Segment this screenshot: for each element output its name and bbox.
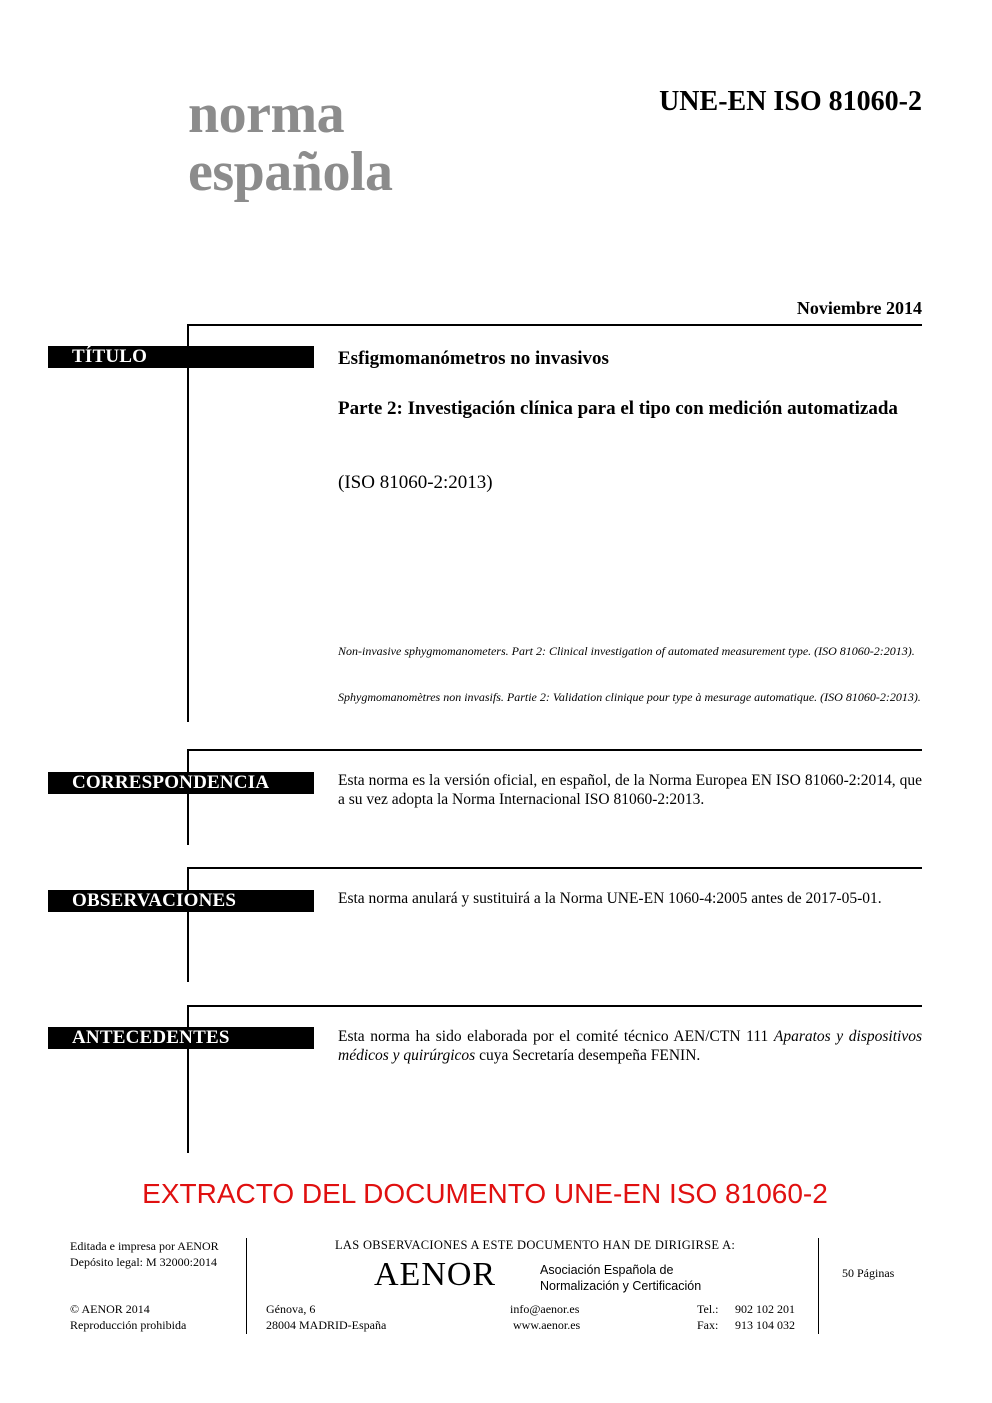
label-antecedentes: ANTECEDENTES [48, 1027, 314, 1049]
label-titulo: TÍTULO [48, 346, 314, 368]
standard-code: UNE-EN ISO 81060-2 [659, 86, 922, 117]
tel-label: Tel.: [697, 1302, 719, 1316]
label-correspondencia: CORRESPONDENCIA [48, 772, 314, 794]
translation-english: Non-invasive sphygmomanometers. Part 2: Clinical investigation of automated measurement type. (ISO 81060-2:2013). [338, 644, 915, 658]
observaciones-text: Esta norma anulará y sustituirá a la Norma UNE-EN 1060-4:2005 antes de 2017-05-01. [338, 890, 882, 907]
aenor-logo: AENOR [374, 1256, 497, 1293]
address-line-2: 28004 MADRID-España [266, 1318, 387, 1332]
contact-website[interactable]: www.aenor.es [513, 1318, 581, 1332]
section-rule-correspondencia [187, 749, 922, 751]
aenor-desc-line-2: Normalización y Certificación [540, 1279, 702, 1293]
footer-copyright: © AENOR 2014 [70, 1302, 150, 1316]
antecedentes-text [338, 1027, 922, 1065]
page-count: 50 Páginas [842, 1266, 895, 1280]
section-rule-observaciones [187, 867, 922, 869]
aenor-desc-line-1: Asociación Española de [540, 1263, 674, 1277]
section-vrule-titulo [187, 324, 189, 722]
tel-value: 902 102 201 [735, 1302, 795, 1316]
translation-french: Sphygmomanomètres non invasifs. Partie 2: Validation clinique pour type à mesurage automatique. (ISO 81060-2:2013). [338, 690, 921, 704]
publication-date: Noviembre 2014 [796, 298, 922, 318]
correspondencia-text: Esta norma es la versión oficial, en español, de la Norma Europea EN ISO 81060-2:2014, que a su vez adopta la Norma Internacional ISO 81060-2:2013. [338, 772, 922, 808]
footer-divider-right [818, 1238, 819, 1334]
label-observaciones: OBSERVACIONES [48, 890, 314, 912]
section-vrule-correspondencia [187, 749, 189, 845]
section-rule-antecedentes [187, 1005, 922, 1007]
footer-divider-left [246, 1238, 247, 1334]
iso-reference: (ISO 81060-2:2013) [338, 472, 493, 493]
footer-reproduction: Reproducción prohibida [70, 1318, 187, 1332]
fax-label: Fax: [697, 1318, 719, 1332]
document-title: Esfigmomanómetros no invasivos [338, 348, 609, 369]
brand-line-1: norma [188, 83, 345, 145]
aenor-description [540, 1262, 701, 1294]
fax-value: 913 104 032 [735, 1318, 795, 1332]
brand-line-2: española [188, 141, 393, 203]
contact-email[interactable]: info@aenor.es [510, 1302, 580, 1316]
extract-notice: EXTRACTO DEL DOCUMENTO UNE-EN ISO 81060-2 [142, 1178, 828, 1209]
antecedentes-text-end: cuya Secretaría desempeña FENIN. [475, 1047, 701, 1064]
antecedentes-text-start: Esta norma ha sido elaborada por el comité técnico AEN/CTN 111 [338, 1028, 774, 1045]
document-part: Parte 2: Investigación clínica para el tipo con medición automatizada [338, 398, 898, 419]
section-rule-titulo [187, 324, 922, 326]
address-line-1: Génova, 6 [266, 1302, 316, 1316]
footer-edited: Editada e impresa por AENOR [70, 1239, 219, 1253]
footer-legal-deposit: Depósito legal: M 32000:2014 [70, 1255, 217, 1269]
committee-name: Aparatos y dispositivos médicos y quirúrgicos [338, 1028, 922, 1064]
observations-header: LAS OBSERVACIONES A ESTE DOCUMENTO HAN DE DIRIGIRSE A: [335, 1238, 736, 1252]
section-vrule-observaciones [187, 867, 189, 982]
